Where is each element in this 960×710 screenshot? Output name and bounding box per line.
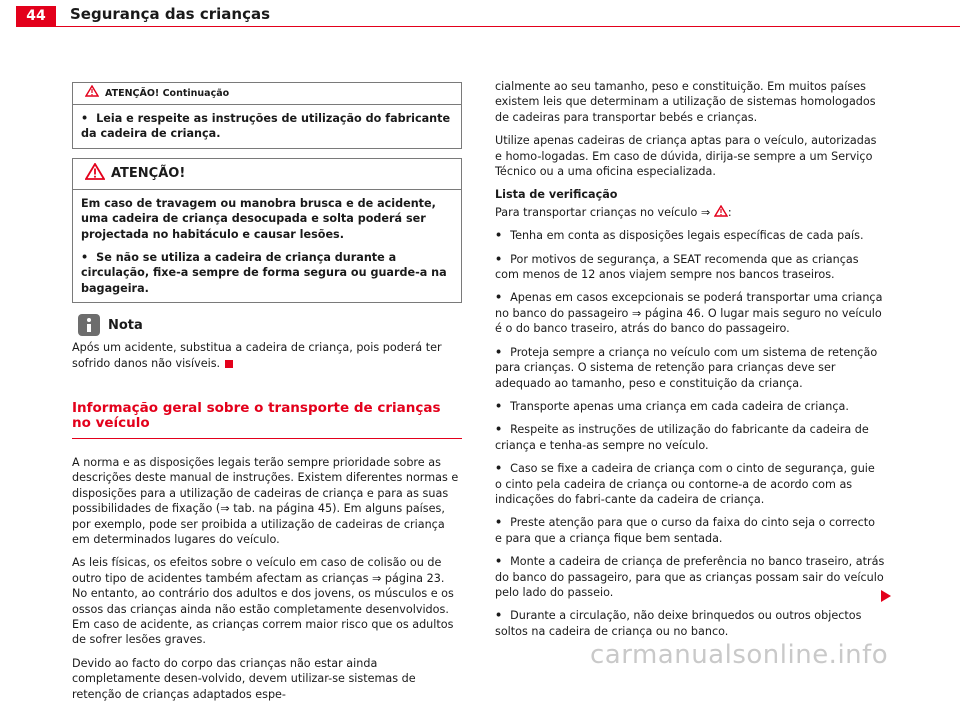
list-item: • Tenha em conta as disposições legais específicas de cada país. <box>495 229 864 243</box>
list-item-text: Respeite as instruções de utilização do fabricante da cadeira de criança e tenha-as sempre no veículo. <box>495 423 869 452</box>
warning-triangle-icon <box>714 206 728 219</box>
next-page-arrow-icon[interactable] <box>881 590 891 602</box>
header-rule <box>16 26 960 27</box>
list-item: • Durante a circulação, não deixe brinquedos ou outros objectos soltos na cadeira de criança ou no banco. <box>495 609 862 638</box>
warning-triangle-icon <box>85 163 105 184</box>
list-item-text: Apenas em casos excepcionais se poderá transportar uma criança no banco do passageiro ⇒ página 46. O lugar mais seguro no veículo é o do banco traseiro, atrás do banco do passageiro. <box>495 291 883 336</box>
paragraph: Devido ao facto do corpo das crianças não estar ainda completamente desen-volvido, devem utilizar-se sistemas de retenção de crianças adaptados espe- <box>72 656 416 701</box>
warning-box <box>72 158 462 303</box>
end-of-section-icon <box>225 360 233 368</box>
list-item: • Caso se fixe a cadeira de criança com o cinto de segurança, guie o cinto pela cadeira de criança ou contorne-a de acordo com as indicações do fabri-cante da cadeira de criança. <box>495 462 875 506</box>
list-item-text: Preste atenção para que o curso da faixa do cinto seja o correcto e para que a criança fique bem sentada. <box>495 516 876 545</box>
list-item-text: Transporte apenas uma criança em cada cadeira de criança. <box>510 399 849 413</box>
list-item-text: Tenha em conta as disposições legais específicas de cada país. <box>510 229 864 243</box>
paragraph: As leis físicas, os efeitos sobre o veículo em caso de colisão ou de outro tipo de acidentes também afectam as crianças ⇒ página 23. No entanto, ao contrário dos adultos e dos jovens, os músculos e os ossos das crianças ainda não estão completamente desenvolvidos. Em caso de acidente, as crianças correm maior risco que os adultos de sofrer lesões graves. <box>72 556 454 647</box>
checklist-intro-text: Para transportar crianças no veículo ⇒ <box>495 205 711 219</box>
warning-heading-text: ATENÇÃO! <box>111 166 186 182</box>
paragraph: A norma e as disposições legais terão sempre prioridade sobre as descrições deste manual de instruções. Existem diferentes normas e disposições para a utilização de cadeiras de criança e para as suas possibilidades de fixação (⇒ tab. na página 45). Em alguns países, por exemplo, pode ser proibida a utilização de cadeiras de criança em determinados lugares do veículo. <box>72 455 459 546</box>
note-heading-text: Nota <box>108 317 143 333</box>
warning-bullet-text: Leia e respeite as instruções de utilização do fabricante da cadeira de criança. <box>81 112 451 141</box>
checklist-title: Lista de verificação <box>495 188 618 202</box>
list-item-text: Caso se fixe a cadeira de criança com o cinto de segurança, guie o cinto pela cadeira de criança ou contorne-a de acordo com as indicações do fabri-cante da cadeira de criança. <box>495 462 875 506</box>
note-text <box>72 340 462 371</box>
warning-bullet: • Leia e respeite as instruções de utilização do fabricante da cadeira de criança. <box>81 112 451 141</box>
list-item: • Respeite as instruções de utilização do fabricante da cadeira de criança e tenha-as sempre no veículo. <box>495 423 869 452</box>
list-item-text: Monte a cadeira de criança de preferência no banco traseiro, atrás do banco do passageiro, para que as crianças possam sair do veículo pelo lado do passeio. <box>495 555 885 599</box>
list-item-text: Por motivos de segurança, a SEAT recomenda que as crianças com menos de 12 anos viajem sempre nos bancos traseiros. <box>495 252 859 282</box>
list-item: • Proteja sempre a criança no veículo com um sistema de retenção para crianças. O sistema de retenção para crianças deve ser adequado ao tamanho, peso e constituição da criança. <box>495 345 878 390</box>
warning-text: Em caso de travagem ou manobra brusca e de acidente, uma cadeira de criança desocupada e solta poderá ser projectada no habitáculo e causar lesões. <box>81 196 436 241</box>
section-title: Informação geral sobre o transporte de crianças no veículo <box>72 401 462 439</box>
page-title: Segurança das crianças <box>70 5 271 23</box>
paragraph: Utilize apenas cadeiras de criança aptas para o veículo, autorizadas e homo-logadas. Em caso de dúvida, dirija-se sempre a um Serviço Técnico ou a uma oficina especializada. <box>495 134 877 179</box>
warning-heading-text: ATENÇÃO! Continuação <box>105 87 230 99</box>
warning-heading-small <box>73 83 461 105</box>
page-header <box>0 0 960 28</box>
list-item: • Apenas em casos excepcionais se poderá transportar uma criança no banco do passageiro ⇒ página 46. O lugar mais seguro no veículo é o do banco traseiro, atrás do banco do passageiro. <box>495 291 883 336</box>
list-item-text: Proteja sempre a criança no veículo com um sistema de retenção para crianças. O sistema de retenção para crianças deve ser adequado ao tamanho, peso e constituição da criança. <box>495 345 878 390</box>
warning-bullet: • Se não se utiliza a cadeira de criança durante a circulação, fixe-a sempre de forma segura ou guarde-a na bagageira. <box>81 251 447 295</box>
note-icon <box>78 314 100 336</box>
checklist-intro-end: : <box>727 205 732 219</box>
warning-bullet-text: Se não se utiliza a cadeira de criança durante a circulação, fixe-a sempre de forma segura ou guarde-a na bagageira. <box>81 251 447 295</box>
list-item: • Preste atenção para que o curso da faixa do cinto seja o correcto e para que a criança fique bem sentada. <box>495 516 876 545</box>
checklist-intro <box>495 205 885 220</box>
note-text-content: Após um acidente, substitua a cadeira de criança, pois poderá ter sofrido danos não visíveis. <box>72 341 442 370</box>
warning-triangle-icon <box>85 85 99 102</box>
list-item: • Transporte apenas uma criança em cada cadeira de criança. <box>495 399 849 413</box>
paragraph: cialmente ao seu tamanho, peso e constituição. Em muitos países existem leis que determinam a utilização de sistemas homologados de cadeiras para transportar bebés e crianças. <box>495 80 876 124</box>
left-column <box>72 82 462 710</box>
page-number: 44 <box>16 6 56 27</box>
list-item: • Por motivos de segurança, a SEAT recomenda que as crianças com menos de 12 anos viajem sempre nos bancos traseiros. <box>495 252 859 282</box>
list-item-text: Durante a circulação, não deixe brinquedos ou outros objectos soltos na cadeira de criança ou no banco. <box>495 609 862 638</box>
list-item: • Monte a cadeira de criança de preferência no banco traseiro, atrás do banco do passageiro, para que as crianças possam sair do veículo pelo lado do passeio. <box>495 555 885 599</box>
warning-box-continuation <box>72 82 462 149</box>
note-heading <box>72 312 462 338</box>
warning-heading-large <box>73 159 461 190</box>
watermark: carmanualsonline.info <box>590 640 889 670</box>
right-column <box>495 79 885 647</box>
